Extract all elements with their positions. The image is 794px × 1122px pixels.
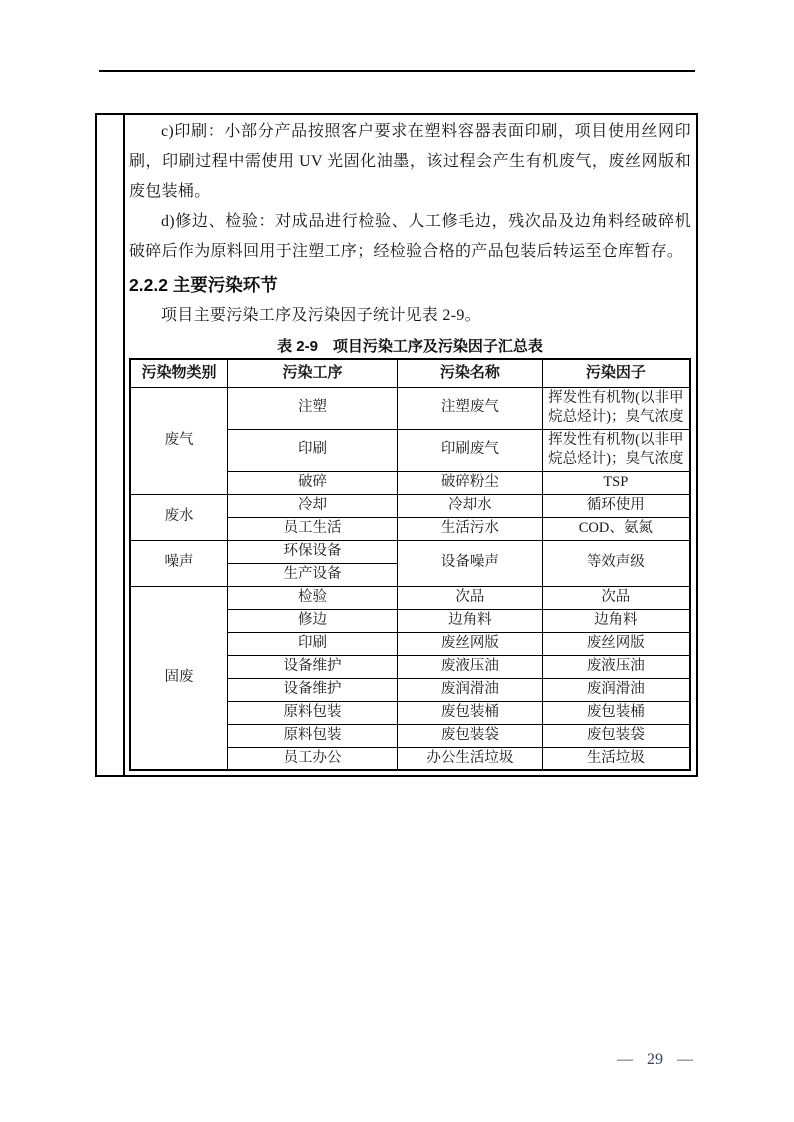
table-cell: 注塑	[227, 387, 397, 429]
footer-page-number: 29	[647, 1051, 663, 1068]
paragraph-c-printing: c)印刷：小部分产品按照客户要求在塑料容器表面印刷，项目使用丝网印刷，印刷过程中需使用 UV 光固化油墨，该过程会产生有机废气，废丝网版和废包装桶。	[129, 123, 691, 200]
table-cell: 印刷	[227, 429, 397, 471]
table-cell: 废包装桶	[542, 701, 690, 724]
table-row	[130, 540, 690, 563]
table-cell: 破碎	[227, 471, 397, 494]
table-cell: TSP	[542, 471, 690, 494]
table-cell: COD、氨氮	[542, 517, 690, 540]
table-cell: 次品	[542, 586, 690, 609]
section-heading: 2.2.2 主要污染环节	[129, 275, 278, 295]
table-row	[130, 494, 690, 517]
table-cell: 设备维护	[227, 678, 397, 701]
table-cell: 废液压油	[542, 655, 690, 678]
table-cell: 废丝网版	[398, 632, 542, 655]
content-area	[125, 115, 696, 775]
table-cell: 挥发性有机物(以非甲烷总烃计)；臭气浓度	[542, 429, 690, 471]
table-cell: 挥发性有机物(以非甲烷总烃计)；臭气浓度	[542, 387, 690, 429]
table-cell: 设备维护	[227, 655, 397, 678]
category-cell: 废水	[130, 494, 227, 540]
category-cell: 固废	[130, 586, 227, 770]
table-cell: 次品	[398, 586, 542, 609]
table-cell: 员工办公	[227, 747, 397, 770]
table-header-row	[130, 359, 690, 387]
table-cell: 边角料	[542, 609, 690, 632]
table-cell: 废润滑油	[398, 678, 542, 701]
col-header-factor: 污染因子	[542, 359, 690, 387]
table-cell: 废包装桶	[398, 701, 542, 724]
table-cell: 等效声级	[542, 540, 690, 586]
table-cell: 破碎粉尘	[398, 471, 542, 494]
paragraph-d-trimming: d)修边、检验：对成品进行检验、人工修毛边，残次品及边角料经破碎机破碎后作为原料回用于注塑工序；经检验合格的产品包装后转运至仓库暂存。	[129, 213, 691, 260]
pollution-table	[129, 358, 691, 771]
col-header-name: 污染名称	[398, 359, 542, 387]
table-cell: 废丝网版	[542, 632, 690, 655]
footer-left-dash: —	[617, 1051, 633, 1068]
table-cell: 废包装袋	[398, 724, 542, 747]
table-cell: 循环使用	[542, 494, 690, 517]
content-frame	[95, 113, 698, 777]
table-cell: 设备噪声	[398, 540, 542, 586]
table-cell: 废液压油	[398, 655, 542, 678]
table-cell: 环保设备	[227, 540, 397, 563]
table-cell: 办公生活垃圾	[398, 747, 542, 770]
table-row	[130, 387, 690, 429]
category-cell: 废气	[130, 387, 227, 494]
table-intro: 项目主要污染工序及污染因子统计见表 2-9。	[161, 307, 481, 324]
col-header-category: 污染物类别	[130, 359, 227, 387]
table-cell: 印刷废气	[398, 429, 542, 471]
table-cell: 注塑废气	[398, 387, 542, 429]
table-cell: 冷却水	[398, 494, 542, 517]
table-cell: 废包装袋	[542, 724, 690, 747]
footer-right-dash: —	[677, 1051, 693, 1068]
table-cell: 印刷	[227, 632, 397, 655]
table-cell: 废润滑油	[542, 678, 690, 701]
table-cell: 原料包装	[227, 701, 397, 724]
col-header-process: 污染工序	[227, 359, 397, 387]
table-cell: 生活垃圾	[542, 747, 690, 770]
left-margin-strip	[97, 115, 125, 775]
table-caption: 表 2-9 项目污染工序及污染因子汇总表	[277, 338, 543, 355]
table-row	[130, 586, 690, 609]
category-cell: 噪声	[130, 540, 227, 586]
page-number	[585, 1051, 725, 1069]
table-cell: 边角料	[398, 609, 542, 632]
table-cell: 检验	[227, 586, 397, 609]
table-cell: 修边	[227, 609, 397, 632]
header-rule	[99, 70, 695, 72]
table-cell: 冷却	[227, 494, 397, 517]
table-cell: 生产设备	[227, 563, 397, 586]
table-cell: 生活污水	[398, 517, 542, 540]
table-cell: 原料包装	[227, 724, 397, 747]
table-cell: 员工生活	[227, 517, 397, 540]
